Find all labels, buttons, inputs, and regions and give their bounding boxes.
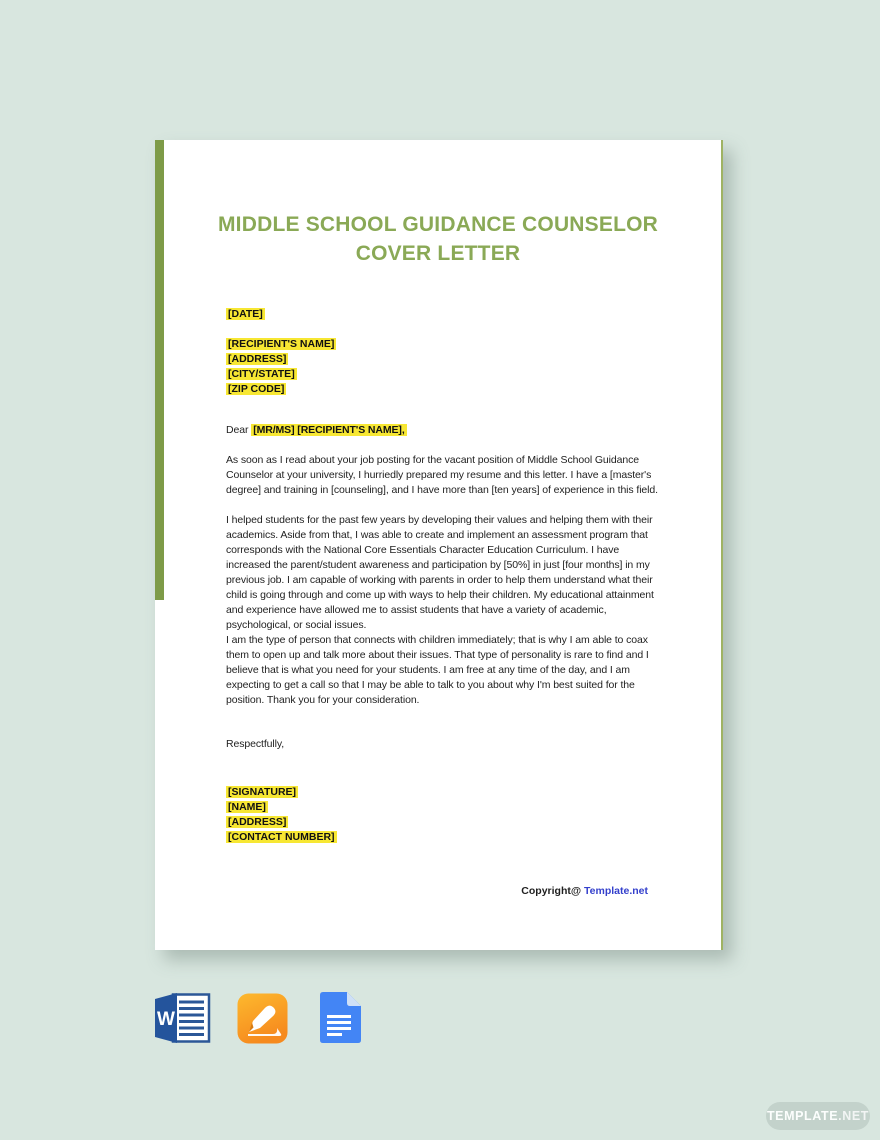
- apple-pages-icon[interactable]: [237, 993, 288, 1049]
- copyright-link[interactable]: Template.net: [584, 885, 648, 897]
- recipient-line: [226, 335, 336, 350]
- address-placeholder: [ADDRESS]: [228, 816, 287, 828]
- closing-line: Respectfully,: [226, 738, 285, 750]
- google-docs-icon[interactable]: [315, 991, 363, 1050]
- template-net-watermark: [766, 1102, 870, 1130]
- recipient-address-placeholder: [ADDRESS]: [228, 353, 287, 365]
- recipient-line: [226, 350, 336, 365]
- watermark-text-bold: TEMPLATE: [766, 1109, 839, 1123]
- signature-line: [226, 828, 337, 843]
- document-title-line1: MIDDLE SCHOOL GUIDANCE COUNSELOR: [217, 213, 659, 236]
- signature-placeholder: [SIGNATURE]: [228, 786, 297, 798]
- recipient-name-placeholder: [RECIPIENT'S NAME]: [228, 338, 335, 350]
- recipient-line: [226, 365, 336, 380]
- document-title: [155, 210, 721, 268]
- document-page: [155, 140, 723, 950]
- salutation-line: [226, 423, 407, 438]
- paragraph-1: As soon as I read about your job posting for the vacant position of Middle School Guidance Counselor at your university, I hurriedly prepared my resume and this letter. I have a [master's degree] and training in [counseling], and I have more than [ten years] of experience in this field.: [226, 454, 658, 496]
- signature-block: [226, 783, 337, 843]
- date-line: [226, 305, 265, 320]
- salutation-placeholder: [MR/MS] [RECIPIENT'S NAME],: [253, 424, 405, 436]
- signature-line: [226, 783, 337, 798]
- contact-number-placeholder: [CONTACT NUMBER]: [228, 831, 335, 843]
- salutation-prefix: Dear: [226, 424, 252, 436]
- document-title-line2: COVER LETTER: [355, 242, 521, 265]
- recipient-block: [226, 335, 336, 395]
- microsoft-word-icon[interactable]: [152, 992, 212, 1049]
- copyright-line: [521, 885, 648, 897]
- word-letter: W: [157, 1009, 175, 1030]
- watermark-text-light: .NET: [838, 1109, 870, 1123]
- copyright-text: Copyright@: [521, 885, 585, 897]
- date-placeholder: [DATE]: [228, 308, 263, 320]
- signature-line: [226, 798, 337, 813]
- recipient-line: [226, 380, 336, 395]
- paragraph-2: I helped students for the past few years by developing their values and helping them with their academics. Aside from that, I was able to create and implement an assessment program that corresponds with the National Core Essentials Character Education Curriculum. I have increased the parent/student awareness and participation by [50%] in just [four months] in my previous job. I am capable of working with parents in order to help them understand what their child is going through and come up with ways to help their children. My educational attainment and experience have allowed me to assist students that have a variety of academic, psychological, or social issues.: [226, 514, 654, 631]
- left-accent-stripe: [155, 140, 164, 600]
- signature-line: [226, 813, 337, 828]
- recipient-zipcode-placeholder: [ZIP CODE]: [228, 383, 285, 395]
- recipient-citystate-placeholder: [CITY/STATE]: [228, 368, 295, 380]
- name-placeholder: [NAME]: [228, 801, 266, 813]
- paragraph-3: I am the type of person that connects with children immediately; that is why I am able to coax them to open up and talk more about their issues. That type of personality is rare to find and I believe that is what you need for your students. I am free at any time of the day, and I am expecting to get a call so that I may be able to talk to you about why I'm best suited for the position. Thank you for your consideration.: [226, 634, 649, 706]
